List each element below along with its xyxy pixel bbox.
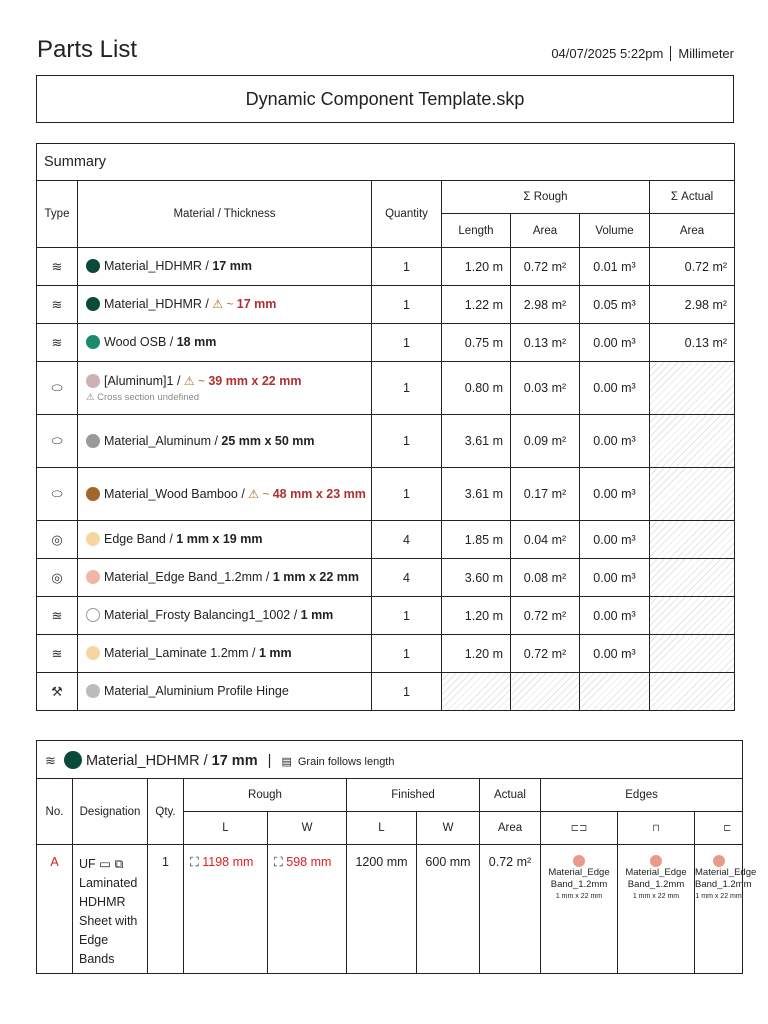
actual-area-cell: 0.72 m²	[650, 248, 735, 286]
edge-size: 1 mm x 22 mm	[695, 893, 742, 900]
rough-area-cell: 0.72 m²	[511, 635, 580, 673]
material-separator: /	[201, 297, 213, 311]
material-name: Material_Aluminum	[104, 433, 211, 448]
rough-length-cell: 1.20 m	[442, 635, 511, 673]
edge-color-swatch	[650, 855, 662, 867]
sheet-icon: ≋	[37, 248, 78, 286]
col-area: Area	[511, 214, 580, 248]
actual-area-cell: 2.98 m²	[650, 286, 735, 324]
edge-material-name: Material_Edge Band_1.2mm	[548, 867, 610, 890]
col-volume: Volume	[580, 214, 650, 248]
group-color-swatch	[64, 751, 82, 769]
material-separator: /	[166, 335, 177, 349]
rough-length-cell: 1.20 m	[442, 248, 511, 286]
col-actual: Actual	[480, 779, 541, 812]
rough-area-cell: 2.98 m²	[511, 286, 580, 324]
rough-volume-cell: 0.00 m³	[580, 521, 650, 559]
edge-material-name: Material_Edge Band_1.2mm	[625, 867, 687, 890]
material-thickness: 1 mm x 19 mm	[176, 532, 263, 546]
material-name: Material_Aluminium Profile Hinge	[104, 684, 289, 698]
material-thickness: 25 mm x 50 mm	[221, 433, 315, 448]
rough-area-cell: 0.72 m²	[511, 248, 580, 286]
quantity-cell: 4	[372, 559, 442, 597]
parts-table	[36, 740, 757, 974]
bar-icon: ⬭	[37, 362, 78, 415]
col-rough: Rough	[184, 779, 347, 812]
material-separator: /	[201, 259, 213, 273]
material-name: Material_Frosty Balancing1_1002	[104, 608, 291, 622]
quantity-cell: 1	[372, 324, 442, 362]
col-finished-l: L	[347, 812, 417, 845]
quantity-cell: 1	[372, 286, 442, 324]
quantity-cell: 1	[372, 635, 442, 673]
material-name: Wood OSB	[104, 335, 167, 349]
rough-length-cell: 3.60 m	[442, 559, 511, 597]
part-qty: 1	[148, 845, 184, 974]
page-title: Parts List	[37, 36, 138, 63]
material-thickness: 39 mm x 22 mm	[208, 374, 302, 388]
edge-xmin-icon: ⊏	[695, 812, 743, 845]
quantity-cell: 1	[372, 248, 442, 286]
group-separator: /	[199, 752, 212, 769]
col-quantity: Quantity	[372, 181, 442, 248]
col-rough-l: L	[184, 812, 268, 845]
actual-area-cell: 0.13 m²	[650, 324, 735, 362]
part-number: A	[37, 845, 73, 974]
quantity-cell: 4	[372, 521, 442, 559]
edge-cell	[695, 845, 757, 974]
col-designation: Designation	[73, 779, 148, 845]
rough-length-cell: 1.85 m	[442, 521, 511, 559]
sheet-icon: ≋	[45, 752, 56, 768]
rough-volume-cell: 0.01 m³	[580, 248, 650, 286]
warning-icon: ⚠ ~	[183, 374, 209, 388]
rough-length-cell: 0.75 m	[442, 324, 511, 362]
col-no: No.	[37, 779, 73, 845]
material-separator: /	[237, 486, 249, 501]
col-rough-w: W	[268, 812, 347, 845]
veneer-icon: ≊	[37, 635, 78, 673]
report-datetime: 04/07/2025 5:22pm	[551, 46, 664, 61]
col-actual-area: Area	[480, 812, 541, 845]
rough-area-cell: 0.13 m²	[511, 324, 580, 362]
edge-ymax-icon: ⊓	[618, 812, 695, 845]
hardware-icon: ⚒	[37, 673, 78, 711]
warning-icon: ⚠ ~	[248, 486, 273, 501]
rough-area-cell: 0.17 m²	[511, 468, 580, 521]
summary-title: Summary	[37, 144, 735, 181]
rough-length: 1198 mm	[202, 855, 254, 869]
quantity-cell: 1	[372, 673, 442, 711]
col-material: Material / Thickness	[78, 181, 372, 248]
material-thickness: 1 mm	[300, 608, 334, 622]
col-finished: Finished	[347, 779, 480, 812]
model-filename: Dynamic Component Template.skp	[245, 88, 525, 109]
col-actual-area: Area	[650, 214, 735, 248]
report-unit: Millimeter	[678, 46, 734, 61]
divider: |	[267, 752, 272, 769]
rough-area-cell: 0.04 m²	[511, 521, 580, 559]
rough-volume-cell: 0.00 m³	[580, 415, 650, 468]
finished-width: 600 mm	[417, 845, 480, 974]
rough-area-cell: 0.09 m²	[511, 415, 580, 468]
quantity-cell: 1	[372, 597, 442, 635]
material-thickness: 48 mm x 23 mm	[272, 486, 366, 501]
grain-label: Grain follows length	[297, 755, 395, 768]
edge-roll-icon: ◎	[37, 521, 78, 559]
material-separator: /	[165, 532, 177, 546]
col-qty: Qty.	[148, 779, 184, 845]
material-thickness: 1 mm x 22 mm	[272, 570, 360, 584]
material-separator: /	[173, 374, 184, 388]
trim-icon: ⛶	[274, 855, 283, 869]
col-edges: Edges	[541, 779, 743, 812]
group-thickness: 17 mm	[211, 752, 258, 769]
rough-volume-cell: 0.00 m³	[580, 559, 650, 597]
rough-length-cell: 3.61 m	[442, 415, 511, 468]
material-name: [Aluminum]1	[104, 374, 174, 388]
col-finished-w: W	[417, 812, 480, 845]
rough-length-cell: 3.61 m	[442, 468, 511, 521]
material-separator: /	[290, 608, 301, 622]
material-name: Material_HDHMR	[104, 297, 202, 311]
rough-volume-cell: 0.00 m³	[580, 324, 650, 362]
sheet-icon: ≋	[37, 324, 78, 362]
material-note: ⚠ Cross section undefined	[86, 392, 200, 403]
part-designation: Laminated HDHMR Sheet with Edge Bands	[79, 876, 138, 966]
rough-volume-cell: 0.05 m³	[580, 286, 650, 324]
material-thickness: 17 mm	[236, 297, 277, 311]
rough-volume-cell: 0.00 m³	[580, 597, 650, 635]
warning-icon: ⚠ ~	[212, 297, 237, 311]
veneer-icon: ≊	[37, 597, 78, 635]
rough-length-cell	[184, 845, 268, 974]
actual-area: 0.72 m²	[480, 845, 541, 974]
rough-volume-cell: 0.00 m³	[580, 635, 650, 673]
part-flags: UF	[79, 857, 96, 871]
material-group-header	[37, 741, 743, 779]
rough-volume-cell: 0.00 m³	[580, 468, 650, 521]
sheet-icon: ≋	[37, 286, 78, 324]
edge-material-name: Material_Edge Band_1.2mm	[695, 867, 757, 890]
quantity-cell: 1	[372, 468, 442, 521]
col-type: Type	[37, 181, 78, 248]
col-rough: Σ Rough	[442, 181, 650, 214]
rough-length-cell: 1.22 m	[442, 286, 511, 324]
material-thickness: 18 mm	[176, 335, 217, 349]
col-length: Length	[442, 214, 511, 248]
edge-cell	[618, 845, 695, 974]
material-thickness: 17 mm	[212, 259, 252, 273]
edge-cell	[541, 845, 618, 974]
rough-width-cell	[268, 845, 347, 974]
edge-roll-icon: ◎	[37, 559, 78, 597]
material-name: Material_Wood Bamboo	[104, 486, 238, 501]
rough-length-cell: 1.20 m	[442, 597, 511, 635]
trim-icon: ⛶	[190, 855, 199, 869]
material-name: Material_HDHMR	[104, 259, 202, 273]
group-material-name: Material_HDHMR	[85, 752, 200, 769]
bar-icon: ⬭	[37, 415, 78, 468]
finished-length: 1200 mm	[347, 845, 417, 974]
quantity-cell: 1	[372, 362, 442, 415]
edge-ymin-icon: ⊏⊐	[541, 812, 618, 845]
material-name: Material_Laminate 1.2mm	[104, 646, 249, 660]
part-row	[37, 845, 743, 974]
edge-color-swatch	[713, 855, 725, 867]
rough-area-cell: 0.03 m²	[511, 362, 580, 415]
part-shape-icon: ▭	[99, 857, 111, 871]
bar-icon: ⬭	[37, 468, 78, 521]
rough-area-cell: 0.08 m²	[511, 559, 580, 597]
edge-color-swatch	[573, 855, 585, 867]
material-separator: /	[262, 570, 273, 584]
col-actual: Σ Actual	[650, 181, 735, 214]
quantity-cell: 1	[372, 415, 442, 468]
grain-icon: ▤	[281, 755, 292, 768]
part-instance-icon: ⧉	[114, 857, 124, 871]
material-separator: /	[210, 433, 222, 448]
material-name: Material_Edge Band_1.2mm	[104, 570, 263, 584]
material-name: Edge Band	[104, 532, 166, 546]
rough-volume-cell: 0.00 m³	[580, 362, 650, 415]
rough-area-cell: 0.72 m²	[511, 597, 580, 635]
part-designation-cell	[73, 845, 148, 974]
edge-size: 1 mm x 22 mm	[555, 893, 603, 900]
rough-width: 598 mm	[286, 855, 332, 869]
material-thickness: 1 mm	[258, 646, 292, 660]
material-separator: /	[248, 646, 259, 660]
rough-length-cell: 0.80 m	[442, 362, 511, 415]
edge-size: 1 mm x 22 mm	[632, 893, 680, 900]
